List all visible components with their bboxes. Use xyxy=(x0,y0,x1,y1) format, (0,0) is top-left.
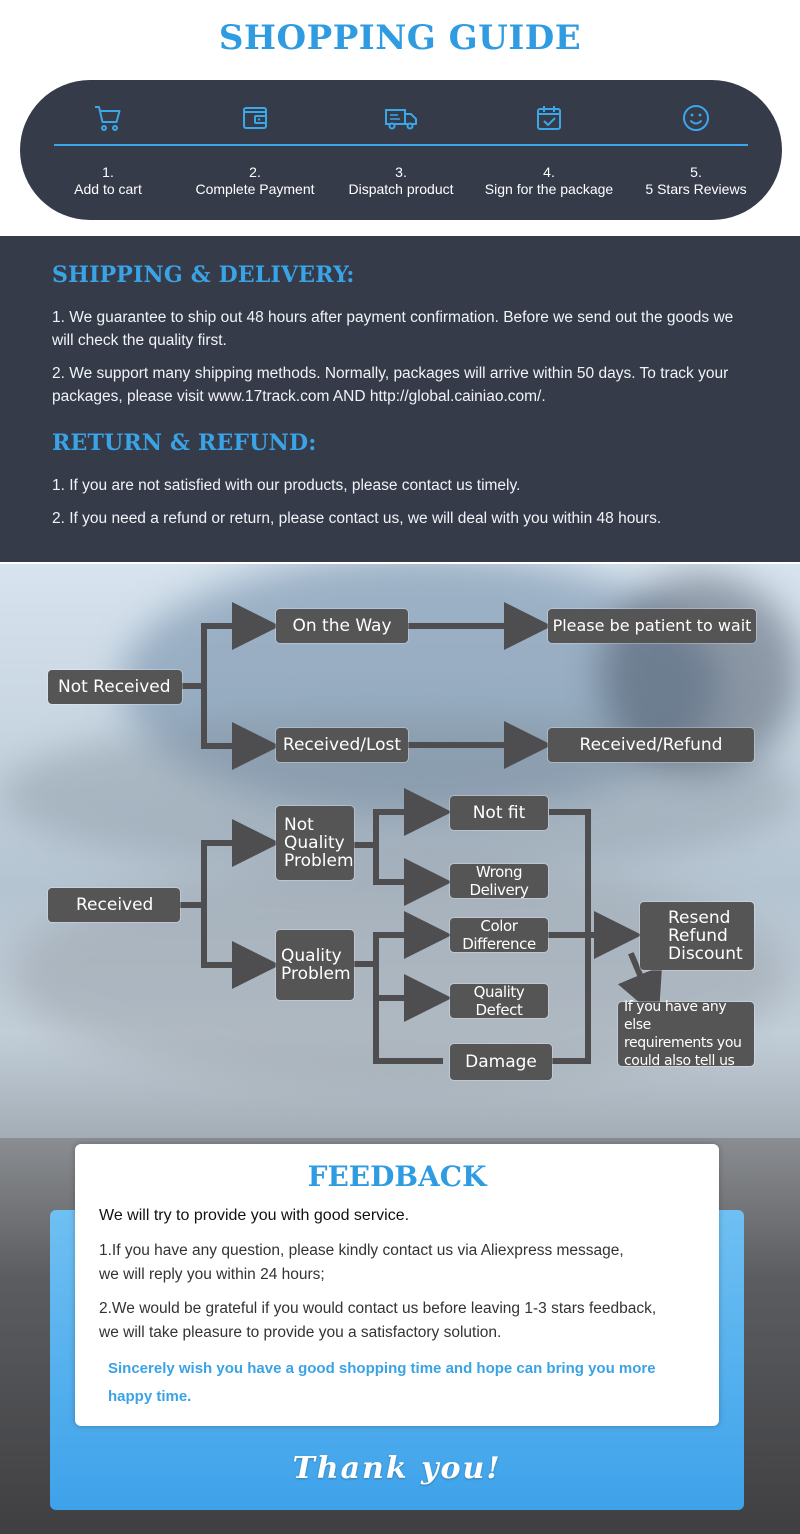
feedback-item-line: we will reply you within 24 hours; xyxy=(99,1266,325,1283)
step-sign-for-package xyxy=(469,102,629,199)
feedback-item-line: we will take pleasure to provide you a satisfactory solution. xyxy=(99,1324,502,1341)
step-five-stars-reviews xyxy=(616,102,776,199)
flow-received: Received xyxy=(48,888,180,922)
feedback-wish-line: Sincerely wish you have a good shopping time and hope can bring you more xyxy=(108,1360,656,1377)
refund-item: 2. If you need a refund or return, please contact us, we will deal with you within 48 hours. xyxy=(52,510,662,527)
flow-resend-refund-discount: Resend Refund Discount xyxy=(640,902,754,970)
flow-not-received: Not Received xyxy=(48,670,182,704)
feedback-item-line: 1.If you have any question, please kindly contact us via Aliexpress message, xyxy=(99,1242,624,1259)
step-label: 5 Stars Reviews xyxy=(645,181,747,197)
shopping-guide-section xyxy=(0,0,800,234)
step-label: Sign for the package xyxy=(484,181,614,197)
feedback-item-2 xyxy=(99,1297,695,1345)
feedback-card xyxy=(75,1144,719,1426)
step-number: 4. xyxy=(543,164,555,180)
feedback-wish xyxy=(99,1355,695,1411)
flow-not-fit: Not fit xyxy=(450,796,548,830)
flow-wrong-delivery: Wrong Delivery xyxy=(450,864,548,898)
flow-quality-defect: Quality Defect xyxy=(450,984,548,1018)
step-label: Add to cart xyxy=(74,181,142,197)
refund-item: 1. If you are not satisfied with our products, please contact us timely. xyxy=(52,477,521,494)
shipping-item: 2. We support many shipping methods. Normally, packages will arrive within 50 days. To track your packages, please visit www.17track.com AND http://global.cainiao.com/. xyxy=(52,365,729,405)
feedback-item-1 xyxy=(99,1239,695,1287)
step-add-to-cart xyxy=(28,102,188,199)
flow-else-requirements: If you have any else requirements you could also tell us xyxy=(618,1002,754,1066)
step-number: 5. xyxy=(690,164,702,180)
flow-not-quality-problem: Not Quality Problem xyxy=(276,806,354,880)
flow-damage: Damage xyxy=(450,1044,552,1080)
shopping-steps-bar xyxy=(20,80,782,220)
after-sales-flowchart xyxy=(0,564,800,1150)
shopping-guide-title: SHOPPING GUIDE xyxy=(218,18,582,58)
cart-icon xyxy=(92,102,124,134)
feedback-wish-line: happy time. xyxy=(108,1388,192,1405)
thank-you-text: Thank you! xyxy=(292,1450,502,1486)
step-label: Complete Payment xyxy=(195,181,315,197)
flow-on-the-way: On the Way xyxy=(276,609,408,643)
smiley-icon xyxy=(680,102,712,134)
step-number: 1. xyxy=(102,164,114,180)
refund-heading: RETURN & REFUND: xyxy=(52,430,317,456)
feedback-intro: We will try to provide you with good service. xyxy=(99,1207,410,1224)
step-label: Dispatch product xyxy=(348,181,454,197)
truck-icon xyxy=(383,102,419,134)
feedback-item-line: 2.We would be grateful if you would contact us before leaving 1-3 stars feedback, xyxy=(99,1300,657,1317)
step-number: 2. xyxy=(249,164,261,180)
flow-quality-problem: Quality Problem xyxy=(276,930,354,1000)
flow-be-patient: Please be patient to wait xyxy=(548,609,756,643)
flow-received-refund: Received/Refund xyxy=(548,728,754,762)
shipping-item: 1. We guarantee to ship out 48 hours after payment confirmation. Before we send out the goods we will check the quality first. xyxy=(52,309,734,349)
calendar-check-icon xyxy=(533,102,565,134)
feedback-title: FEEDBACK xyxy=(307,1160,487,1193)
shipping-heading: SHIPPING & DELIVERY: xyxy=(52,262,355,288)
step-dispatch-product xyxy=(321,102,481,199)
flow-received-lost: Received/Lost xyxy=(276,728,408,762)
step-complete-payment xyxy=(175,102,335,199)
step-number: 3. xyxy=(395,164,407,180)
policy-section xyxy=(0,236,800,562)
wallet-icon xyxy=(239,102,271,134)
flow-color-difference: Color Difference xyxy=(450,918,548,952)
